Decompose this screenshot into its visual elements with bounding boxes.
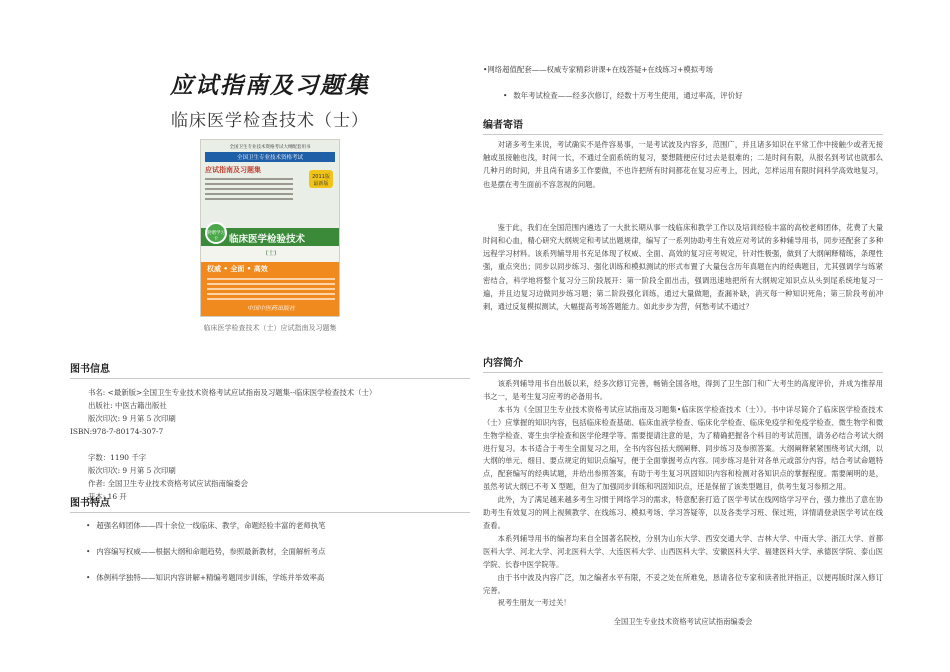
cover-banner: 全国卫生专业技术资格考试	[205, 152, 335, 162]
intro-paragraph: 本书为《全国卫生专业技术资格考试应试指南及习题集•临床医学检查技术（士）》。书中详尽简介了临床医学检查技术（士）应掌握的知识内容，包括临床检查基础、临床血液学检查、临床化学检查、临床免疫学和免疫学检查、微生物学和微生物学检查、寄生虫学检查和医学伦理学等。需要提请注意的是，为了精确把握各个科目的考试范围，请务必结合考试大纲进行复习。本书适合于考生全面复习之用，全书内容包括大纲阐释、同步练习及参照答案。大纲阐释紧紧围绕考试大纲，以大纲的单元、细目、要点规定的知识点编写，便于全面掌握考点内容。同步练习是针对各单元或部分内容，结合考试命题特点，配套编写的经典试题，并给出参照答案，有助于考生复习巩固知识内容和检测对各知识点的掌握程度。需要阐明的是，虽然考试大纲已不考 X 型题，但为了加强同步训练和巩固知识点，还是保留了该类型题目，供考生复习参照之用。	[483, 404, 883, 492]
info-edition-line: 版次印次: 9 月第 5 次印刷	[88, 414, 176, 423]
features-list	[86, 520, 470, 598]
editor-paragraph: 鉴于此，我们在全国范围内遴选了一大批长期从事一线临床和教学工作以及培训经验丰富的高校老师团体，花费了大量时间和心血，精心研究大纲规定和考试出题规律，编写了一系列协助考生有效应对考试的多种辅导用书，同步还配套了多种远程学习材料。该系列辅导用书充足体现了权威、全面、高效的复习应考规定，针对性极强，做到了大纲阐释精练，条理性强，重点突出；同步以同步练习、强化训练和模拟测试的形式布置了大量包含历年真题在内的经典题目，尤其强调学与练紧密结合，科学地将整个复习分三阶段展开：第一阶段全面出击，强调迅速地把所有大纲规定知识点从头到尾系统地复习一遍，并且边复习边做同步练习题；第二阶段强化训练，通过大量做题，查漏补缺，消灭每一种知识死角；第三阶段考前冲刺，通过反复模拟测试，大幅提高考场答题能力。如此步步为营，何愁考试不通过？	[483, 222, 883, 312]
intro-paragraph: 由于书中波及内容广泛，加之编者水平有限，不妥之处在所难免，恳请各位专家和读者批评指正，以便再版时深入修订完善。	[483, 572, 883, 595]
cover-publisher: 中国中医药出版社	[246, 305, 295, 312]
feature-item-exam: • 数年考试检查——经多次修订，经数十万考生使用，通过率高，评价好	[483, 90, 883, 102]
intro-signature: 全国卫生专业技术资格考试应试指南编委会	[613, 617, 753, 627]
feature-item: • 内容编写权威——根据大纲和命题趋势，参照最新教材，全面解析考点	[86, 546, 470, 558]
info-publisher-line: 出版社: 中医古籍出版社	[88, 401, 167, 410]
editor-body	[483, 138, 883, 313]
cover-volume: (士)	[265, 250, 277, 257]
feature-item-network: •网络超值配套——权威专家精彩讲课+在线答疑+在线练习+模拟考场	[483, 65, 713, 74]
page-subtitle: 临床医学检查技术（士）	[171, 111, 369, 131]
editor-heading: 编者寄语	[483, 116, 883, 135]
intro-paragraph: 祝考生朋友一考过关！	[497, 598, 571, 608]
book-info-body	[70, 386, 470, 503]
feature-item: • 体例科学独特——知识内容讲解+精编考题同步训练，学练并举效率高	[86, 572, 470, 584]
features-continued	[483, 64, 883, 102]
cover-series-title: 应试指南及习题集	[205, 166, 261, 174]
intro-body	[483, 378, 883, 629]
left-column	[70, 55, 470, 333]
intro-paragraph: 此外，为了满足越来越多考生习惯于网络学习的需求，特意配套打造了医学考试在线网络学习平台，强力推出了意在协助考生有效复习的网上视频教学、在线练习、模拟考场、学习答疑等，以及各类学习班、保过班，详情请登录医学考试在线查看。	[483, 495, 883, 530]
cover-circle-badge: 附赠学习卡	[205, 222, 227, 244]
cover-tagline: 权威 • 全面 • 高效	[207, 265, 268, 273]
cover-badge: 2011版 最新版	[309, 170, 333, 188]
book-cover-image	[200, 139, 340, 317]
intro-paragraph: 本系列辅导用书的编者均来自全国著名院校，分别为山东大学、西安交通大学、吉林大学、中南大学、浙江大学、首都医科大学、河北大学、河北医科大学、大连医科大学、山西医科大学、安徽医科大学、福建医科大学、承德医学院、泰山医学院、长春中医学院等。	[483, 533, 883, 569]
info-author-line: 作者: 全国卫生专业技术资格考试应试指南编委会	[88, 479, 249, 488]
cover-book-title: 临床医学检验技术	[229, 234, 306, 245]
info-title-line: 书名: <最新版>全国卫生专业技术资格考试应试指南及习题集--临床医学检查技术（士）	[88, 388, 377, 397]
book-info-heading: 图书信息	[70, 360, 470, 379]
intro-heading: 内容简介	[483, 354, 883, 373]
info-gap	[70, 438, 470, 451]
cover-caption: 临床医学检查技术（士）应试指南及习题集	[203, 324, 337, 332]
info-words-line: 字数：1190 千字	[88, 453, 147, 462]
editor-paragraph: 对诸多考生来说，考试确实不是件容易事，一是考试波及内容多，范围广，并且诸多知识在平常工作中接触少或者无接触或虽接触也浅，时间一长，不通过全面系统的复习，要想随便应付过去是很难的；二是时间有限，从报名到考试也就那么几种月的时间，并且尚有诸多工作要做，不也许把所有时间都花在复习应考上，因此，怎样运用有限时间科学高效地复习，也是摆在考生面前不容忽视的问题。	[483, 140, 883, 189]
cover-body-lines	[207, 275, 335, 303]
info-isbn-line: ISBN:978-7-80174-307-7	[70, 427, 164, 436]
page-title: 应试指南及习题集	[170, 72, 370, 99]
info-edition-line-2: 版次印次: 9 月第 5 次印刷	[88, 466, 176, 475]
features-heading: 图书特点	[70, 494, 470, 513]
cover-series-line: 全国卫生专业技术资格考试大纲配套用书	[229, 145, 311, 150]
info-format-line: 开本: 16 开	[88, 492, 127, 501]
intro-paragraph: 该系列辅导用书自出版以来，经多次修订完善，畅销全国各地，得到了卫生部门和广大考生的高度评价，并成为推荐用书之一，是考生复习应考的必备用书。	[483, 379, 883, 401]
feature-item: • 超强名师团体——四十余位一线临床、教学，命题经验丰富的老师执笔	[86, 520, 470, 532]
